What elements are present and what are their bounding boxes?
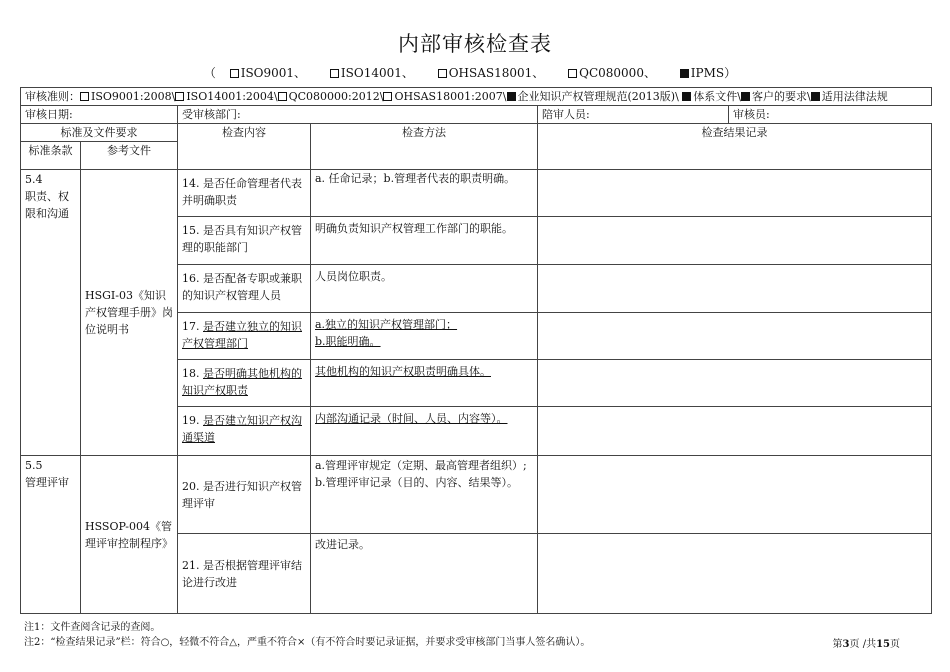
checkbox-icon bbox=[230, 69, 239, 78]
checkbox-checked-icon bbox=[811, 92, 820, 101]
header-standard-group: 标准及文件要求 bbox=[21, 124, 178, 142]
ref-doc-cell: HSSOP-004《管理评审控制程序》 bbox=[81, 456, 178, 614]
result-record-cell[interactable] bbox=[538, 265, 932, 313]
checkbox-icon bbox=[278, 92, 287, 101]
checkbox-checked-icon bbox=[741, 92, 750, 101]
result-record-cell[interactable] bbox=[538, 217, 932, 265]
footnotes bbox=[24, 620, 590, 650]
criteria-item: 适用法律法规 bbox=[821, 90, 888, 103]
header-clause: 标准条款 bbox=[21, 142, 81, 170]
result-record-cell[interactable] bbox=[538, 170, 932, 217]
check-method-cell: 内部沟通记录（时间、人员、内容等）。 bbox=[311, 407, 538, 456]
check-content-cell: 20. 是否进行知识产权管理评审 bbox=[178, 456, 311, 534]
check-content-cell: 16. 是否配备专职或兼职的知识产权管理人员 bbox=[178, 265, 311, 313]
checkbox-icon bbox=[175, 92, 184, 101]
standard-ohsas18001: OHSAS18001、 bbox=[438, 66, 545, 80]
total-pages: 15 bbox=[876, 639, 890, 650]
criteria-item: 企业知识产权管理规范(2013版)\ bbox=[517, 90, 679, 103]
check-method-cell: 人员岗位职责。 bbox=[311, 265, 538, 313]
accompany-field[interactable]: 陪审人员: bbox=[538, 106, 729, 123]
page-indicator: 第3页 /共15页 bbox=[832, 639, 900, 650]
checkbox-icon bbox=[438, 69, 447, 78]
criteria-item: QC080000:2012\ bbox=[288, 90, 384, 103]
audited-dept-field[interactable]: 受审核部门: bbox=[178, 106, 538, 124]
standard-iso9001: ISO9001、 bbox=[230, 66, 306, 80]
checkbox-icon bbox=[568, 69, 577, 78]
check-content-cell: 15. 是否具有知识产权管理的职能部门 bbox=[178, 217, 311, 265]
checkbox-icon bbox=[330, 69, 339, 78]
check-method-cell: a.独立的知识产权管理部门； b.职能明确。 bbox=[311, 313, 538, 360]
check-content-cell: 17. 是否建立独立的知识产权管理部门 bbox=[178, 313, 311, 360]
standard-ipms: IPMS） bbox=[680, 66, 736, 80]
result-record-cell[interactable] bbox=[538, 407, 932, 456]
header-check-method: 检查方法 bbox=[311, 124, 538, 170]
check-content-cell: 18. 是否明确其他机构的知识产权职责 bbox=[178, 360, 311, 407]
page-title: 内部审核检查表 bbox=[398, 32, 552, 56]
check-content-cell: 14. 是否任命管理者代表并明确职责 bbox=[178, 170, 311, 217]
current-page: 3 bbox=[842, 639, 850, 650]
audit-date-field[interactable]: 审核日期: bbox=[21, 106, 178, 124]
check-content-cell: 21. 是否根据管理评审结论进行改进 bbox=[178, 534, 311, 614]
standards-selection bbox=[0, 64, 950, 81]
criteria-item: 客户的要求\ bbox=[752, 90, 811, 103]
standards-open: （ bbox=[203, 66, 216, 80]
checkbox-icon bbox=[383, 92, 392, 101]
criteria-item: ISO9001:2008\ bbox=[91, 90, 176, 103]
ref-doc-cell: HSGI-03《知识产权管理手册》岗位说明书 bbox=[81, 170, 178, 456]
checkbox-icon bbox=[80, 92, 89, 101]
result-record-cell[interactable] bbox=[538, 456, 932, 534]
checkbox-checked-icon bbox=[682, 92, 691, 101]
checkbox-checked-icon bbox=[507, 92, 516, 101]
header-ref-doc: 参考文件 bbox=[81, 142, 178, 170]
auditor-field[interactable]: 审核员: bbox=[733, 108, 770, 121]
audit-criteria-row bbox=[21, 88, 932, 106]
check-method-cell: 明确负责知识产权管理工作部门的职能。 bbox=[311, 217, 538, 265]
header-check-content: 检查内容 bbox=[178, 124, 311, 170]
result-record-cell[interactable] bbox=[538, 313, 932, 360]
note-1: 注1：文件查阅含记录的查阅。 bbox=[24, 622, 161, 633]
check-content-cell: 19. 是否建立知识产权沟通渠道 bbox=[178, 407, 311, 456]
criteria-item: 体系文件\ bbox=[693, 90, 742, 103]
standard-qc080000: QC080000、 bbox=[568, 66, 656, 80]
check-method-cell: a. 任命记录；b.管理者代表的职责明确。 bbox=[311, 170, 538, 217]
audit-checklist-table bbox=[20, 87, 932, 614]
result-record-cell[interactable] bbox=[538, 360, 932, 407]
header-result-record: 检查结果记录 bbox=[538, 124, 932, 170]
note-2: 注2：“检查结果记录”栏：符合○，轻微不符合△，严重不符合×（有不符合时要记录证据，并要求受审核部门当事人签名确认）。 bbox=[24, 637, 591, 648]
standard-iso14001: ISO14001、 bbox=[330, 66, 414, 80]
clause-cell: 5.5 管理评审 bbox=[21, 456, 81, 614]
check-method-cell: 其他机构的知识产权职责明确具体。 bbox=[311, 360, 538, 407]
clause-cell: 5.4 职责、权限和沟通 bbox=[21, 170, 81, 456]
criteria-item: OHSAS18001:2007\ bbox=[394, 90, 507, 103]
criteria-item: ISO14001:2004\ bbox=[186, 90, 278, 103]
check-method-cell: 改进记录。 bbox=[311, 534, 538, 614]
checkbox-checked-icon bbox=[680, 69, 689, 78]
result-record-cell[interactable] bbox=[538, 534, 932, 614]
criteria-label: 审核准则： bbox=[25, 90, 80, 103]
check-method-cell: a.管理评审规定（定期、最高管理者组织）; b.管理评审记录（目的、内容、结果等）。 bbox=[311, 456, 538, 534]
